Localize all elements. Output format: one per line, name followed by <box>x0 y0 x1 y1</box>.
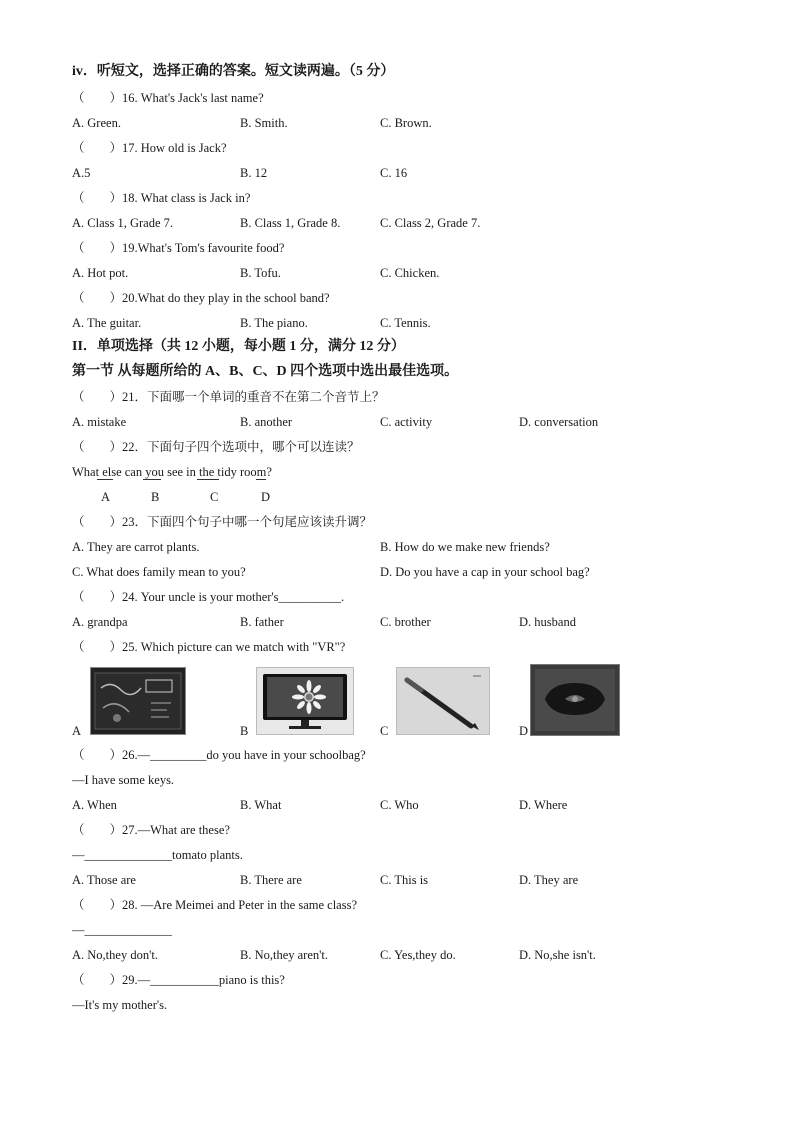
q28-option-d: D. No,she isn't. <box>519 948 596 962</box>
q17-option-b: B. 12 <box>240 166 268 180</box>
q26-option-b: B. What <box>240 798 282 812</box>
q21-option-d: D. conversation <box>519 415 599 429</box>
q27-option-a: A. Those are <box>72 873 136 887</box>
q28-option-b: B. No,they aren't. <box>240 948 328 962</box>
q16-stem: （ ）16. What's Jack's last name? <box>72 91 264 105</box>
q21-option-a: A. mistake <box>72 415 127 429</box>
q26-stem: （ ）26.—_________do you have in your schoolbag? <box>72 748 366 762</box>
q23-option-d: D. Do you have a cap in your school bag? <box>380 565 590 579</box>
q22-underline-d <box>256 479 266 480</box>
q20-option-a: A. The guitar. <box>72 316 142 330</box>
section-ii-heading: II．单项选择（共 12 小题，每小题 1 分，满分 12 分） <box>72 339 405 354</box>
q23-option-a: A. They are carrot plants. <box>72 540 200 554</box>
q25-picture-d <box>530 664 620 736</box>
q21-option-c: C. activity <box>380 415 433 429</box>
q17-stem: （ ）17. How old is Jack? <box>72 141 227 155</box>
q27-option-d: D. They are <box>519 873 579 887</box>
q25-picture-c <box>396 667 490 735</box>
q25-stem: （ ）25. Which picture can we match with "VR"? <box>72 640 346 654</box>
q18-option-c: C. Class 2, Grade 7. <box>380 216 481 230</box>
q28-stem: （ ）28. —Are Meimei and Peter in the same class? <box>72 898 357 912</box>
q18-option-b: B. Class 1, Grade 8. <box>240 216 341 230</box>
q24-option-b: B. father <box>240 615 284 629</box>
q19-stem: （ ）19.What's Tom's favourite food? <box>72 241 285 255</box>
q27-answer: —______________tomato plants. <box>72 848 243 862</box>
q22-letter-b: B <box>151 490 160 504</box>
q24-option-c: C. brother <box>380 615 431 629</box>
q29-answer: —It's my mother's. <box>72 998 168 1012</box>
q23-option-b: B. How do we make new friends? <box>380 540 550 554</box>
q22-underline-c <box>197 479 219 480</box>
q28-answer: —______________ <box>72 923 172 937</box>
q17-option-a: A.5 <box>72 166 91 180</box>
q27-option-b: B. There are <box>240 873 302 887</box>
q27-stem: （ ）27.—What are these? <box>72 823 230 837</box>
q26-option-a: A. When <box>72 798 117 812</box>
q28-option-c: C. Yes,they do. <box>380 948 456 962</box>
q25-letter-c: C <box>380 724 389 738</box>
q16-option-c: C. Brown. <box>380 116 432 130</box>
q24-stem: （ ）24. Your uncle is your mother's__________. <box>72 590 345 604</box>
q22-letter-a: A <box>101 490 111 504</box>
q18-stem: （ ）18. What class is Jack in? <box>72 191 251 205</box>
q22-sentence: What else can you see in the tidy room? <box>72 465 272 479</box>
q25-letter-d: D <box>519 724 529 738</box>
q22-stem: （ ）22．下面句子四个选项中，哪个可以连读？ <box>72 440 360 454</box>
q20-option-c: C. Tennis. <box>380 316 431 330</box>
q27-option-c: C. This is <box>380 873 429 887</box>
q26-answer: —I have some keys. <box>72 773 175 787</box>
q16-option-b: B. Smith. <box>240 116 288 130</box>
q25-picture-b <box>256 667 354 735</box>
q23-option-c: C. What does family mean to you? <box>72 565 246 579</box>
q19-option-b: B. Tofu. <box>240 266 281 280</box>
q16-option-a: A. Green. <box>72 116 121 130</box>
q22-letter-d: D <box>261 490 271 504</box>
q21-option-b: B. another <box>240 415 293 429</box>
section-iv-heading: iv．听短文，选择正确的答案。短文读两遍。（5 分） <box>72 64 395 79</box>
q25-letter-a: A <box>72 724 82 738</box>
q19-option-a: A. Hot pot. <box>72 266 129 280</box>
q24-option-a: A. grandpa <box>72 615 128 629</box>
q22-underline-b <box>143 479 161 480</box>
q26-option-c: C. Who <box>380 798 419 812</box>
q29-stem: （ ）29.—___________piano is this? <box>72 973 285 987</box>
q20-option-b: B. The piano. <box>240 316 308 330</box>
q23-stem: （ ）23．下面四个句子中哪一个句尾应该读升调？ <box>72 515 373 529</box>
q20-stem: （ ）20.What do they play in the school band? <box>72 291 330 305</box>
q19-option-c: C. Chicken. <box>380 266 440 280</box>
q22-letter-c: C <box>210 490 219 504</box>
q21-stem: （ ）21．下面哪一个单词的重音不在第二个音节上？ <box>72 390 385 404</box>
q28-option-a: A. No,they don't. <box>72 948 158 962</box>
q26-option-d: D. Where <box>519 798 568 812</box>
q18-option-a: A. Class 1, Grade 7. <box>72 216 174 230</box>
q25-letter-b: B <box>240 724 249 738</box>
q25-picture-a <box>90 667 186 735</box>
q22-underline-a <box>97 479 113 480</box>
q24-option-d: D. husband <box>519 615 576 629</box>
section-ii-subheading: 第一节 从每题所给的 A、B、C、D 四个选项中选出最佳选项。 <box>72 364 459 379</box>
q17-option-c: C. 16 <box>380 166 408 180</box>
